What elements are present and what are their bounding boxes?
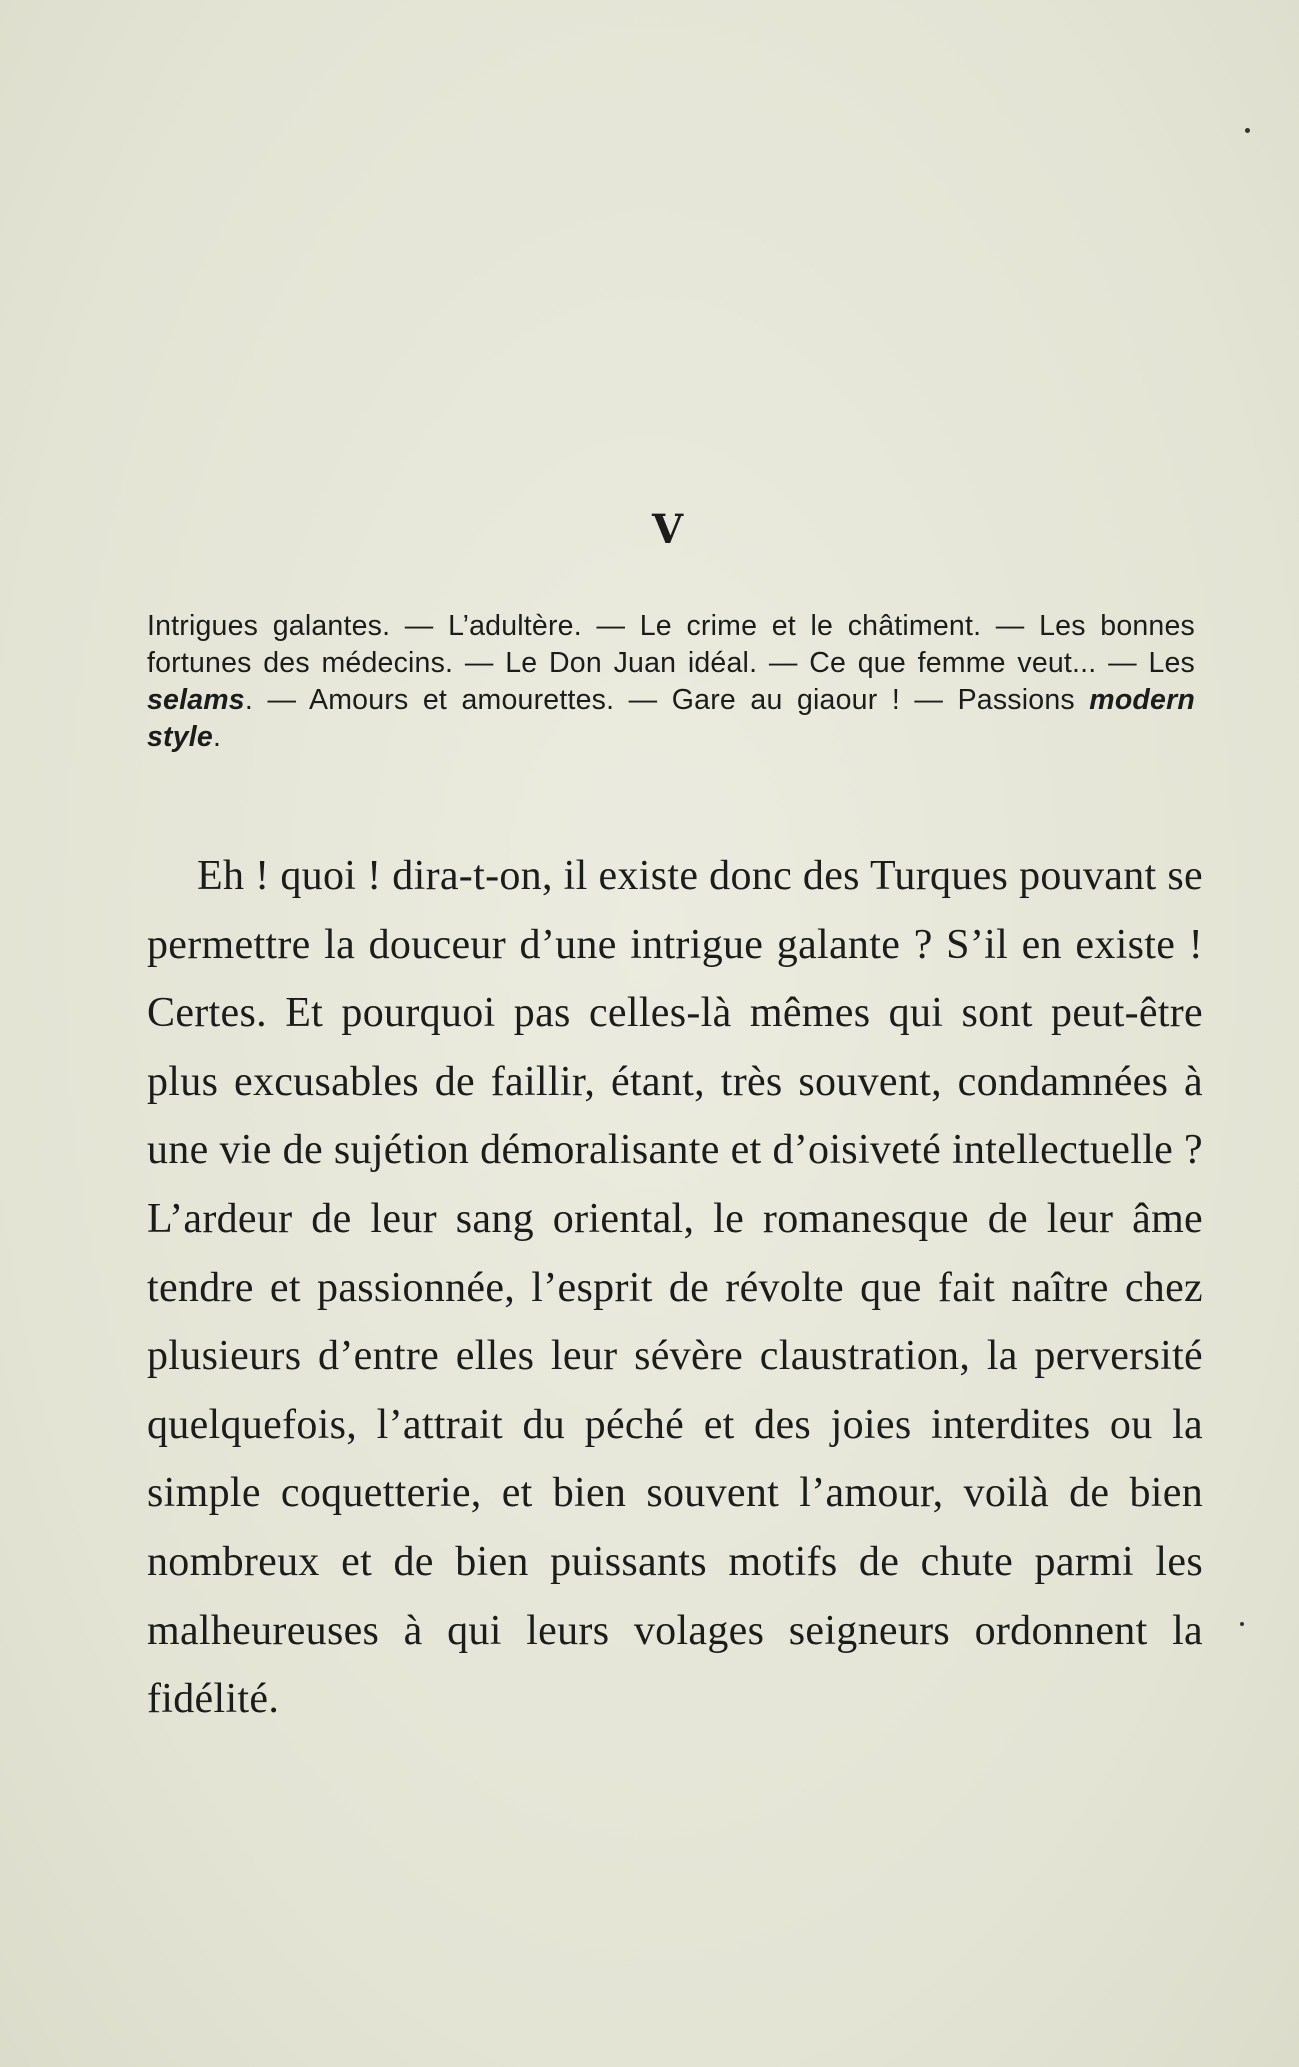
summary-text-part3: . — [212, 721, 222, 753]
summary-italic-selams: selams — [147, 684, 245, 716]
chapter-number: V — [651, 506, 684, 553]
summary-text-part1: Intrigues galantes. — L’adultère. — Le crime et le châtiment. — Les bonnes fortunes des médecins. — Le Don Juan idéal. — Ce que femme veut... — Les — [147, 610, 1195, 679]
body-paragraph: Eh ! quoi ! dira-t-on, il existe donc des Turques pouvant se permettre la douceur d’une intrigue galante ? S’il en existe ! Certes. Et pourquoi pas celles-là mêmes qui sont peut-être plus excusables de faillir, étant, très souvent, condamnées à une vie de sujétion démoralisante et d’oisiveté intellectuelle ? L’ardeur de leur sang oriental, le romanesque de leur âme tendre et passionnée, l’esprit de révolte que fait naître chez plusieurs d’entre elles leur sévère claustration, la perversité quelquefois, l’attrait du péché et des joies interdites ou la simple coquetterie, et bien souvent l’amour, voilà de bien nombreux et de bien puissants motifs de chute parmi les malheureuses à qui leurs volages seigneurs ordonnent la fidélité. — [147, 853, 1203, 1723]
summary-italic-modern-style: modern style — [147, 684, 1195, 753]
paper-speck — [1245, 128, 1250, 133]
chapter-summary — [147, 608, 1195, 756]
paper-speck — [1240, 1622, 1244, 1626]
summary-text-part2: . — Amours et amourettes. — Gare au giaour ! — Passions — [244, 684, 1090, 716]
